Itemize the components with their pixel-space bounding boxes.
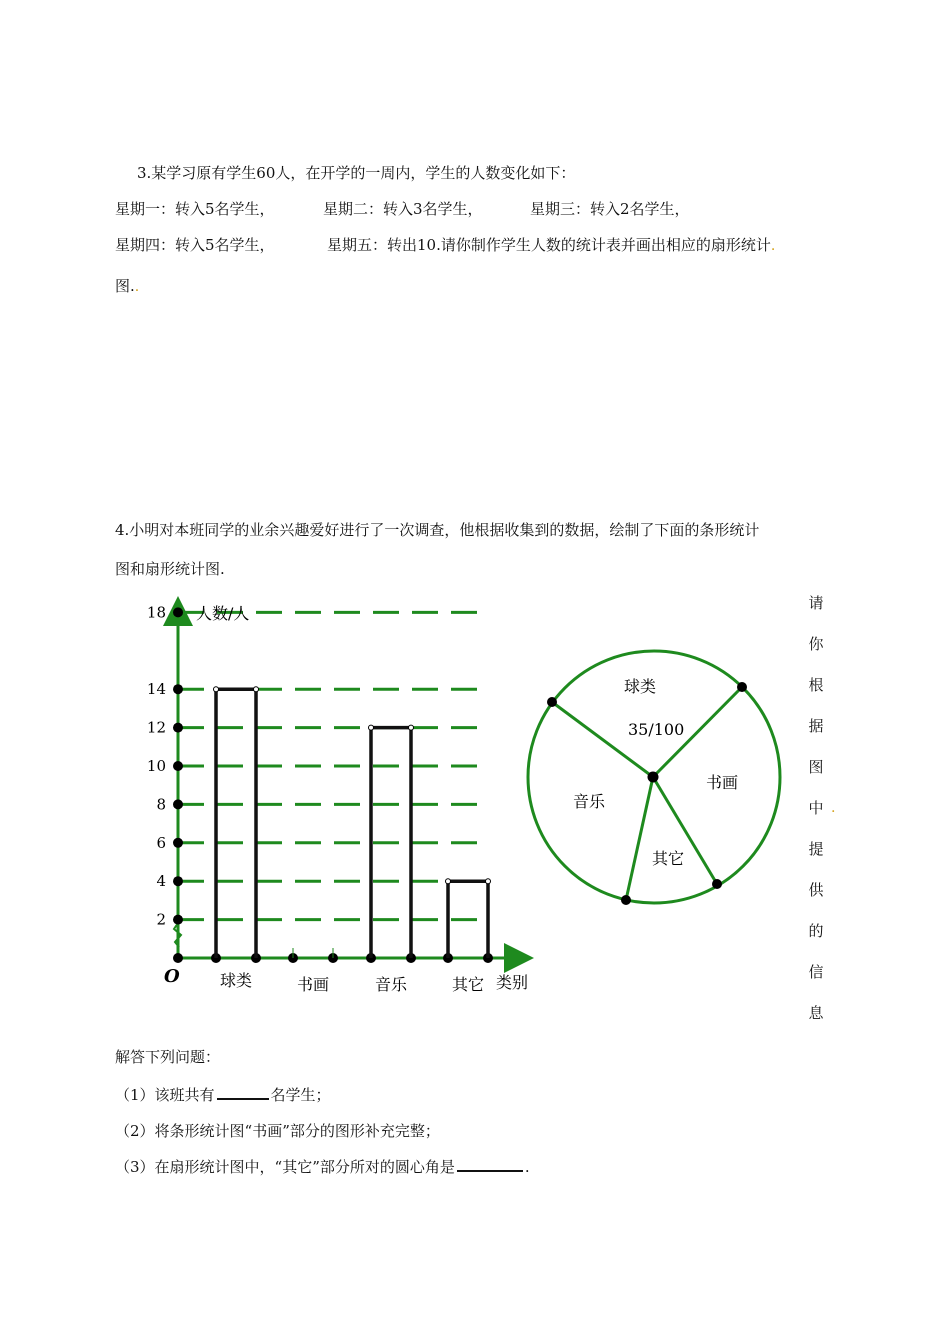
q1-text-after: 名学生； <box>270 1086 331 1104</box>
y-tick-label: 12 <box>146 718 166 737</box>
side-char: 图 <box>808 758 824 776</box>
side-char: 提 <box>808 840 824 858</box>
category-label: 其它 <box>451 975 485 994</box>
side-char: 据 <box>808 717 824 735</box>
question-2: （2）将条形统计图“书画”部分的图形补充完整； <box>115 1122 440 1140</box>
margin-dot: . <box>770 238 776 254</box>
side-char: 你 <box>808 635 824 653</box>
answer-prompt: 解答下列问题： <box>115 1048 221 1066</box>
pie-label-music: 音乐 <box>573 792 606 811</box>
y-tick-dot <box>173 838 183 848</box>
margin-dot: . <box>134 279 140 295</box>
y-tick-label: 2 <box>156 910 166 929</box>
pie-edge-dot <box>621 895 631 905</box>
y-tick-dot <box>173 876 183 886</box>
side-char: 的 <box>808 922 824 940</box>
margin-dot: . <box>831 800 836 816</box>
problem3-tail-text: 图. <box>115 277 135 295</box>
side-text <box>804 592 828 1043</box>
problem3-day4: 星期四：转入5名学生， <box>115 236 275 254</box>
bar-top-dot <box>486 879 491 884</box>
y-tick-dot <box>173 723 183 733</box>
problem3-day3: 星期三：转入2名学生， <box>530 200 690 218</box>
origin-dot <box>173 953 183 963</box>
category-label: 音乐 <box>374 975 408 994</box>
side-char: 请 <box>808 594 824 612</box>
y-tick-dot <box>173 607 183 617</box>
pie-label-calligraphy: 书画 <box>706 773 739 792</box>
q3-answer-blank[interactable] <box>457 1156 523 1172</box>
side-char: 供 <box>808 881 824 899</box>
y-tick-dot <box>173 799 183 809</box>
pie-edge-dot <box>737 682 747 692</box>
y-tick-label: 8 <box>156 795 166 814</box>
pie-label-other: 其它 <box>652 849 685 868</box>
y-tick-dot <box>173 684 183 694</box>
y-axis-label: 人数/人 <box>196 604 250 623</box>
category-label: 球类 <box>219 971 253 990</box>
problem4-intro-line1: 4.小明对本班同学的业余兴趣爱好进行了一次调查，他根据收集到的数据，绘制了下面的条形统计 <box>115 521 760 539</box>
q3-text-before: （3）在扇形统计图中，“其它”部分所对的圆心角是 <box>115 1158 455 1176</box>
bar-top-dot <box>254 687 259 692</box>
problem3-day1: 星期一：转入5名学生， <box>115 200 275 218</box>
pie-radius <box>626 777 653 900</box>
problem3-tail <box>115 275 139 296</box>
question-1 <box>115 1084 331 1105</box>
bar-top-dot <box>369 725 374 730</box>
x-axis-label: 类别 <box>496 973 529 992</box>
pie-label-ball: 球类 <box>624 677 657 696</box>
problem4-intro-line2: 图和扇形统计图. <box>115 560 225 578</box>
y-tick-label: 14 <box>146 680 166 699</box>
y-tick-label: 10 <box>146 757 166 775</box>
question-3 <box>115 1156 530 1177</box>
bar-top-dot <box>214 687 219 692</box>
y-tick-dot <box>173 915 183 925</box>
origin-label: O <box>164 966 180 987</box>
problem3-day2: 星期二：转入3名学生， <box>323 200 483 218</box>
pie-chart <box>520 640 800 920</box>
pie-center-dot <box>648 772 659 783</box>
bar-top-dot <box>446 879 451 884</box>
side-char: 信 <box>808 963 824 981</box>
side-char: 中 <box>808 799 824 817</box>
problem3-day5-text: 星期五：转出10.请你制作学生人数的统计表并画出相应的扇形统计 <box>327 236 771 254</box>
pie-edge-dot <box>712 879 722 889</box>
problem3-day5-task <box>327 234 775 255</box>
y-tick-label: 18 <box>146 603 166 622</box>
pie-radius <box>552 702 653 777</box>
bar <box>216 689 256 958</box>
y-tick-label: 4 <box>156 872 166 891</box>
category-label: 书画 <box>296 975 330 994</box>
side-char: 息 <box>808 1004 824 1022</box>
y-tick-label: 6 <box>156 833 166 852</box>
pie-value-ball: 35/100 <box>628 720 685 739</box>
q1-answer-blank[interactable] <box>217 1084 269 1100</box>
bar-top-dot <box>409 725 414 730</box>
y-tick-dot <box>173 761 183 771</box>
side-char: 根 <box>808 676 824 694</box>
q1-text-before: （1）该班共有 <box>115 1086 215 1104</box>
pie-edge-dot <box>547 697 557 707</box>
q3-text-after: . <box>524 1158 530 1176</box>
problem3-intro: 3.某学习原有学生60人，在开学的一周内，学生的人数变化如下： <box>137 164 576 182</box>
